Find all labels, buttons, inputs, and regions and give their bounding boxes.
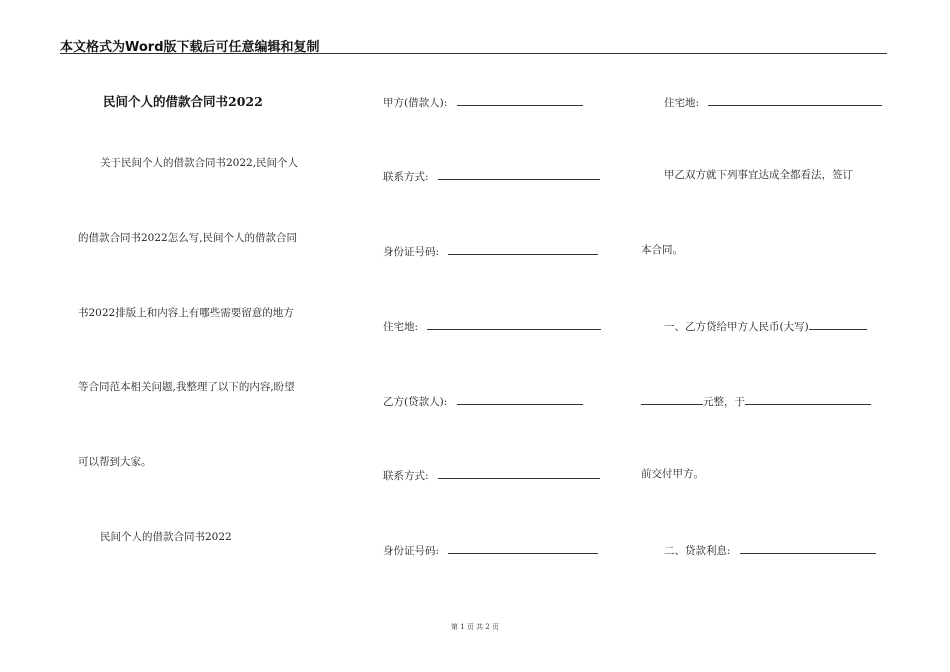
paragraph-line: 的借款合同书2022怎么写,民间个人的借款合同 <box>78 232 298 244</box>
contact-field <box>383 467 600 483</box>
blank-line <box>438 467 600 479</box>
header-rule <box>60 53 887 54</box>
field-label: 身份证号码: <box>383 545 440 557</box>
section-heading: 民间个人的借款合同书2022 <box>100 531 232 543</box>
field-label: 联系方式: <box>383 470 429 482</box>
field-label: 联系方式: <box>383 171 429 183</box>
paragraph-line: 前交付甲方。 <box>641 468 704 480</box>
address-field <box>664 94 882 110</box>
page-header: 本文格式为Word版下载后可任意编辑和复制 <box>60 40 320 55</box>
field-label: 甲方(借款人): <box>383 97 448 109</box>
field-label: 二、贷款利息: <box>664 545 731 557</box>
paragraph-line: 可以帮到大家。 <box>78 456 152 468</box>
document-title: 民间个人的借款合同书2022 <box>103 94 263 109</box>
address-field <box>383 318 601 334</box>
blank-line <box>448 243 598 255</box>
blank-line <box>745 393 871 405</box>
page-footer: 第 1 页 共 2 页 <box>450 623 500 631</box>
id-number-field <box>383 243 598 259</box>
interest-field <box>664 542 876 558</box>
blank-line <box>438 168 600 180</box>
contact-field <box>383 168 600 184</box>
field-label: 身份证号码: <box>383 246 440 258</box>
paragraph-line: 书2022排版上和内容上有哪些需要留意的地方 <box>78 307 294 319</box>
paragraph-line: 等合同范本相关问题,我整理了以下的内容,盼望 <box>78 381 295 393</box>
blank-line <box>457 393 583 405</box>
blank-line <box>427 318 601 330</box>
blank-line <box>708 94 882 106</box>
party-a-field <box>383 94 583 110</box>
clause-text: 元整，于 <box>703 396 745 408</box>
paragraph-line: 关于民间个人的借款合同书2022,民间个人 <box>100 157 299 169</box>
id-number-field <box>383 542 598 558</box>
loan-amount-line <box>664 318 867 334</box>
field-label: 住宅地: <box>383 321 419 333</box>
paragraph-line: 本合同。 <box>641 244 683 256</box>
field-label: 乙方(贷款人): <box>383 396 448 408</box>
clause-text: 一、乙方贷给甲方人民币(大写) <box>664 321 809 333</box>
blank-line <box>457 94 583 106</box>
blank-line <box>448 542 598 554</box>
field-label: 住宅地: <box>664 97 700 109</box>
blank-line <box>740 542 876 554</box>
paragraph-line: 甲乙双方就下列事宜达成全都看法，签订 <box>664 169 853 181</box>
blank-line <box>641 393 703 405</box>
amount-continuation-line <box>641 393 871 409</box>
party-b-field <box>383 393 583 409</box>
blank-line <box>809 318 867 330</box>
